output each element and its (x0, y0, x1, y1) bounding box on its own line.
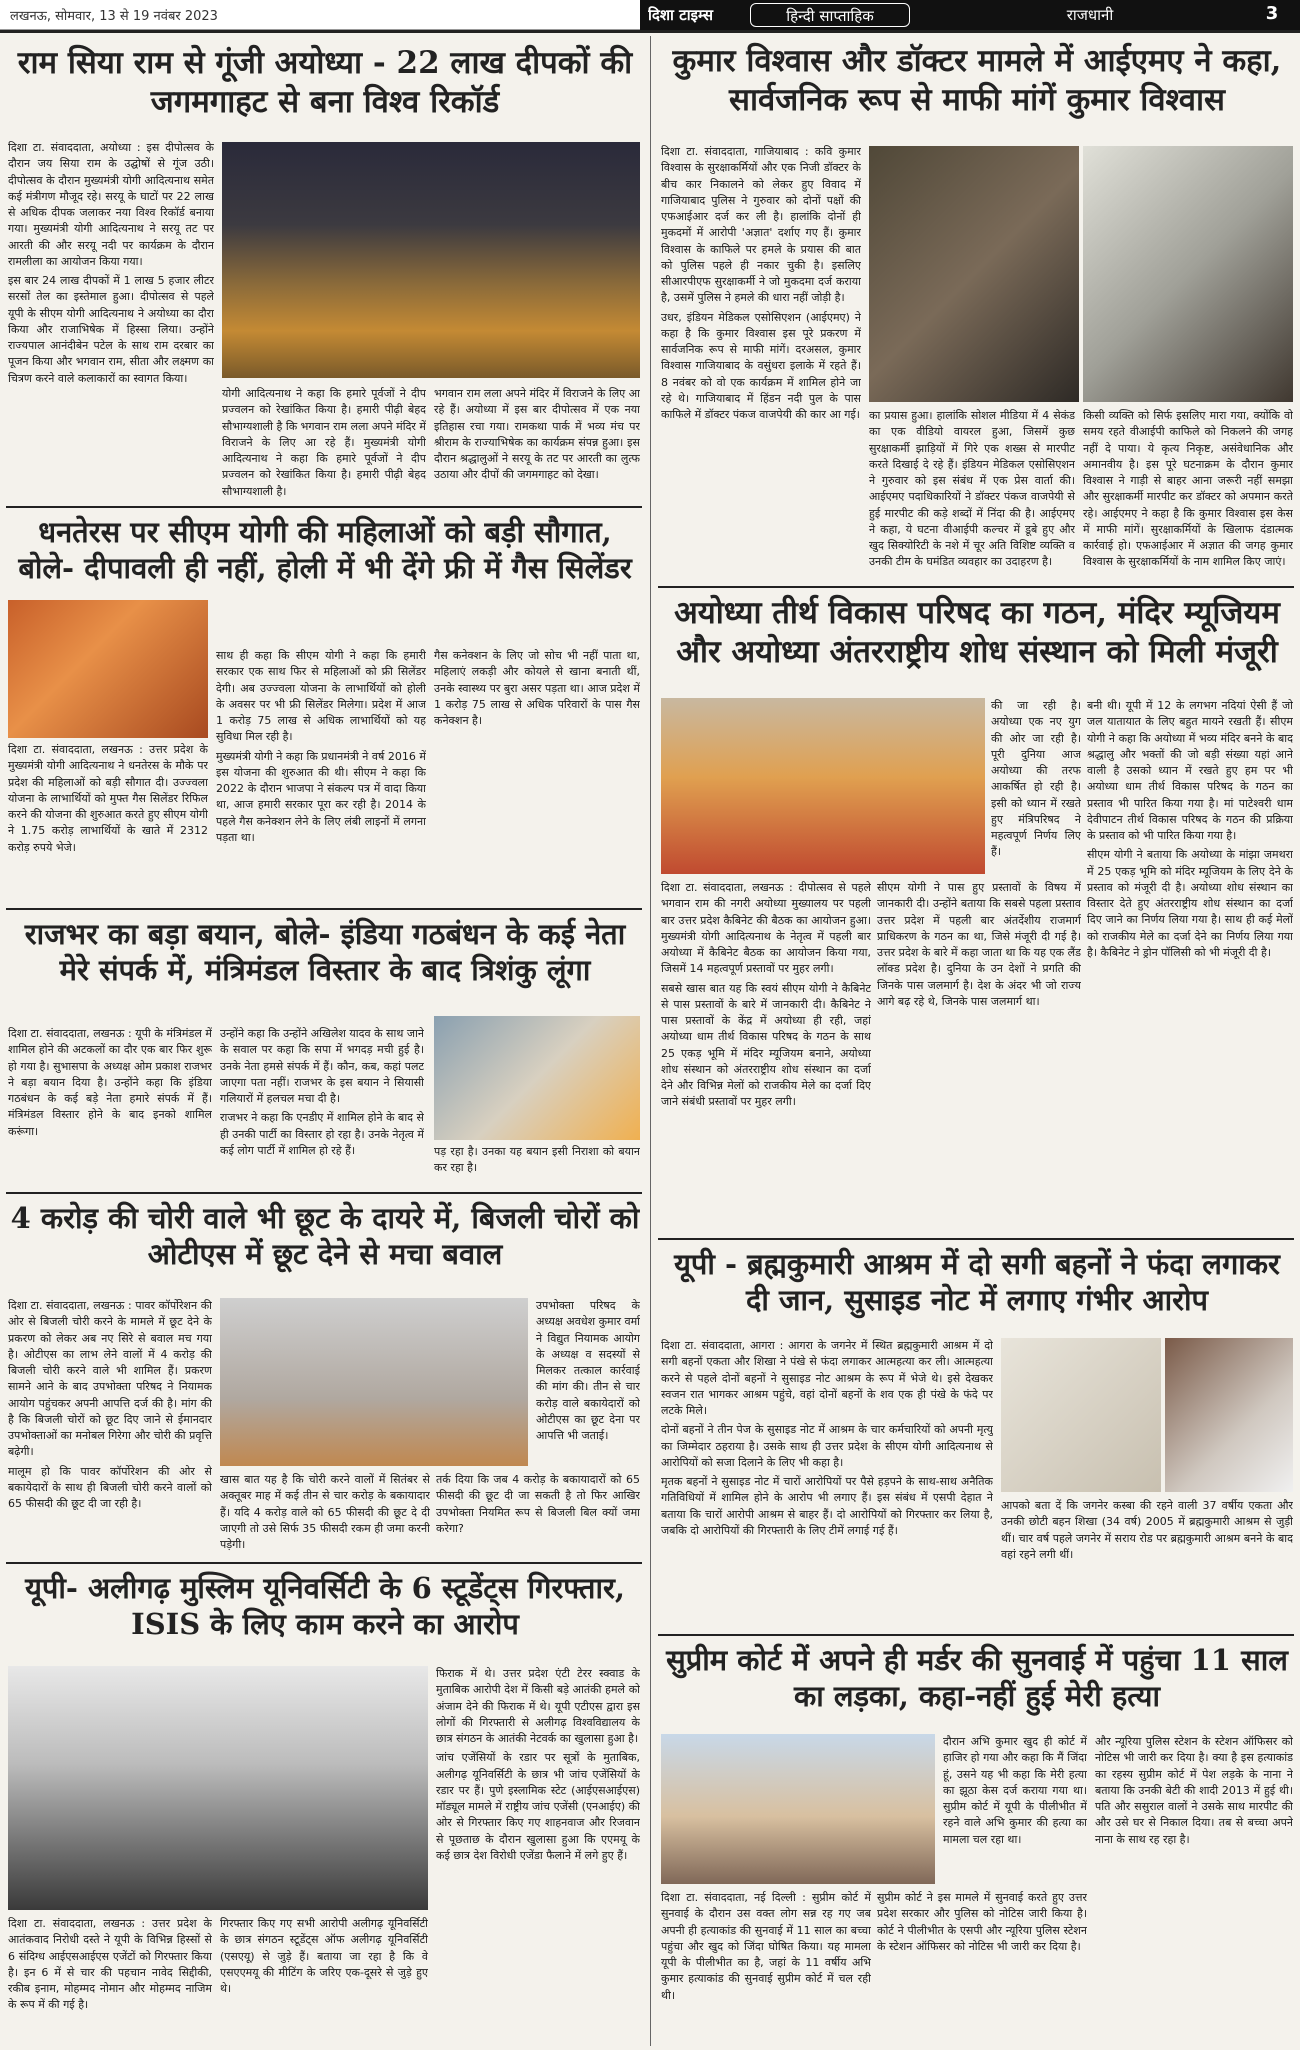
paragraph: मालूम हो कि पावर कॉर्पोरेशन की ओर से बकायेदारों के साथ ही बिजली चोरी करने वालों को 65 फीसदी की छूट दी जा रही है। (8, 1464, 212, 1511)
dateline: लखनऊ, सोमवार, 13 से 19 नवंबर 2023 (10, 9, 218, 24)
article-body (8, 1026, 212, 1186)
paragraph: मुख्यमंत्री योगी ने कहा कि प्रधानमंत्री ने वर्ष 2016 में इस योजना की शुरुआत की थी। सीएम ने कहा कि 2022 के दौरान भाजपा ने संकल्प पत्र में वादा किया था, आज हमारी सरकार पूरा कर रही है। 2014 के पहले गैस कनेक्शन लेने के लिए लंबी लाइनों में लगना पड़ता था। (216, 749, 426, 844)
section-rule (6, 1562, 642, 1564)
article-body (661, 880, 871, 1230)
article-body (1087, 698, 1293, 1230)
paragraph: दिशा टा. संवाददाता, लखनऊ : उत्तर प्रदेश के आतंकवाद निरोधी दस्ते ने यूपी के विभिन्न हिस्सों से 6 संदिग्ध आईएसआईएस एजेंटों को गिरफ्तार किया है। इन 6 में से चार की पहचान नावेद सिद्दीकी, रकीब इनाम, मोहम्मद नोमान और मोहम्मद नाजिम के रूप में की गई है। (8, 1917, 212, 2012)
article-body (8, 1916, 212, 2046)
article-body (222, 386, 426, 500)
article-body (220, 1916, 428, 2046)
headline: सुप्रीम कोर्ट में अपने ही मर्डर की सुनवाई में पहुंचा 11 साल का लड़का, कहा-नहीं हुई मेरी हत्या (666, 1643, 1288, 1714)
paragraph: सीएम योगी ने पास हुए प्रस्तावों के विषय में जानकारी दी। उन्होंने बताया कि सबसे पहला प्रस्ताव उत्तर प्रदेश में पहली बार अंतर्देशीय राजमार्ग प्राधिकरण के गठन का था, जिसे मंजूरी दी गई है। उत्तर प्रदेश के बारे में कहा जाता था कि यह एक लैंड लॉक्ड प्रदेश है। दुनिया के उन देशों ने प्रगति की जिनके पास जलमार्ग है। देश के अंदर भी जो राज्य आगे बढ़ रहे थे, जिनके पास जलमार्ग था। (877, 881, 1081, 1008)
supreme-court-photo (661, 1734, 935, 1884)
paragraph: दौरान अभि कुमार खुद ही कोर्ट में हाजिर हो गया और कहा कि मैं जिंदा हूं, उसने यह भी कहा कि मेरी हत्या का झूठा केस दर्ज कराया गया था। सुप्रीम कोर्ट में यूपी के पीलीभीत में रहने वाले अभि कुमार की हत्या का मामला चल रहा था। (943, 1735, 1087, 1846)
section-name: राजधानी (1066, 6, 1114, 24)
paragraph: पड़ रहा है। उनका यह बयान इसी निराशा को बयान कर रहा है। (434, 1145, 640, 1175)
paragraph: इस बार 24 लाख दीपकों में 1 लाख 5 हजार लीटर सरसों तेल का इस्तेमाल हुआ। दीपोत्सव से पहले यूपी के सीएम योगी आदित्यनाथ ने अयोध्या का दौरा किया और राजाभिषेक में हिस्सा लिया। उन्होंने राज्यपाल आनंदीबेन पटेल के साथ राम दरबार का पूजन किया और भगवान राम, सीता और लक्ष्मण का चित्रण करने वाले कलाकारों का स्वागत किया। (8, 274, 214, 385)
article-body (220, 1472, 430, 1556)
rajbhar-photo (434, 1016, 640, 1140)
paragraph: दोनों बहनों ने तीन पेज के सुसाइड नोट में आश्रम के चार कर्मचारियों को अपनी मृत्यु का जिम्मेदार ठहराया है। उसके साथ ही उत्तर प्रदेश के सीएम योगी आदित्यनाथ से आरोपियों को सजा दिलाने के लिए भी कहा है। (661, 1423, 993, 1469)
paragraph: उन्होंने कहा कि उन्होंने अखिलेश यादव के साथ जाने के सवाल पर कहा कि सपा में भगदड़ मची हुई है। उनके नेता हमसे संपर्क में हैं। कौन, कब, कहां पलट जाएगा पता नहीं। राजभर के इस बयान ने सियासी गलियारों में हलचल मचा दी है। (220, 1027, 424, 1106)
article-body (8, 1298, 212, 1556)
section-rule (6, 506, 642, 508)
article-body (220, 1026, 424, 1186)
headline: राजभर का बड़ा बयान, बोले- इंडिया गठबंधन के कई नेता मेरे संपर्क में, मंत्रिमंडल विस्तार के बाद त्रिशंकु लूंगा (24, 917, 626, 988)
masthead-bar (640, 0, 1300, 30)
paragraph: मृतक बहनों ने सुसाइड नोट में चारों आरोपियों पर पैसे हड़पने के साथ-साथ अनैतिक गतिविधियों में शामिल होने के आरोप भी लगाए हैं। इस संबंध में एसपी देहात ने बताया कि चारों आरोपी आश्रम से बाहर हैं। दो आरोपियों को गिरफ्तार कर लिया है, जबकि दो आरोपियों की गिरफ्तारी के लिए टीमें लगाई गई हैं। (661, 1475, 993, 1537)
article-body (436, 1666, 640, 2046)
paragraph: दिशा टा. संवाददाता, गाजियाबाद : कवि कुमार विश्वास के सुरक्षाकर्मियों और एक निजी डॉक्टर के बीच कार निकालने को लेकर हुए विवाद में गाजियाबाद पुलिस ने गुरुवार को दोनों पक्षों की एफआईआर दर्ज कर ली है। हालांकि दोनों ही मुकदमों में आरोपी 'अज्ञात' दर्शाए गए हैं। कुमार विश्वास के काफिले पर हमले के प्रयास की बात को पुलिस पहले ही नकार चुकी है। इसलिए सीआरपीएफ सुरक्षाकर्मी ने जो मुकदमा दर्ज कराया है, उसमें पुलिस ने हमले की धारा नहीं जोड़ी है। (661, 145, 861, 305)
headline: यूपी- अलीगढ़ मुस्लिम यूनिवर्सिटी के 6 स्टूडेंट्स गिरफ्तार, ISIS के लिए काम करने का आरोप (25, 1571, 625, 1642)
paragraph: भगवान राम लला अपने मंदिर में विराजने के लिए आ रहे हैं। अयोध्या में इस बार दीपोत्सव में एक नया इतिहास रचा गया। रामकथा पार्क में भव्य मंच पर श्रीराम के राज्याभिषेक का कार्यक्रम संपन्न हुआ। इस दौरान श्रद्धालुओं ने सरयू के तट पर आरती का लुत्फ उठाया और दीपों की जगमगाहट को देखा। (434, 387, 640, 482)
paragraph: फिराक में थे। उत्तर प्रदेश एंटी टेरर स्क्वाड के मुताबिक आरोपी देश में किसी बड़े आतंकी हमले को अंजाम देने की फिराक में थे। यूपी एटीएस द्वारा इस लोगों की गिरफ्तारी से अलीगढ़ विश्वविद्यालय के छात्र संगठन के आतंकी नेटवर्क का खुलासा हुआ है। (436, 1667, 640, 1746)
article-body (536, 1298, 640, 1466)
headline: कुमार विश्वास और डॉक्टर मामले में आईएमए ने कहा, सार्वजनिक रूप से माफी मांगें कुमार विश्वास (672, 43, 1282, 118)
amu-article (0, 1566, 645, 2050)
paragraph: उधर, इंडियन मेडिकल एसोसिएशन (आईएमए) ने कहा है कि कुमार विश्वास इस पूरे प्रकरण में सार्वजनिक रूप से माफी मांगें। दरअसल, कुमार विश्वास गाजियाबाद के वसुंधरा इलाके में रहते हैं। 8 नवंबर को वो एक कार्यक्रम में शामिल होने जा रहे थे। गाजियाबाद में हिंडन नदी पुल के पास काफिले में डॉक्टर पंकज वाजपेयी की कार आ गई। (661, 310, 861, 422)
paragraph: दिशा टा. संवाददाता, लखनऊ : यूपी के मंत्रिमंडल में शामिल होने की अटकलों का दौर एक बार फिर शुरू हो गया है। सुभासपा के अध्यक्ष ओम प्रकाश राजभर ने बड़ा बयान दिया है। उन्होंने कहा कि इंडिया गठबंधन के कई बड़े नेता हमारे संपर्क में हैं। मंत्रिमंडल विस्तार होने के बाद इनको शामिल करूंगा। (8, 1027, 212, 1138)
masthead-rule (0, 30, 1300, 33)
parishad-article (655, 590, 1300, 1234)
paragraph: सीएम योगी ने बताया कि अयोध्या के मांझा जमथरा में 25 एकड़ भूमि को मंदिर म्यूजियम के लिए देने के प्रस्ताव को मंजूरी दी है। अयोध्या शोध संस्थान का विस्तार देते हुए अंतरराष्ट्रीय शोध संस्थान का दर्जा दिए जाने का निर्णय लिया गया है। साथ ही कई मेलों को राजकीय मेले का दर्जा देने का निर्णय लिया गया है। कैबिनेट ने ड्रोन पॉलिसी को भी मंजूरी दी है। (1087, 848, 1293, 959)
paragraph: सुप्रीम कोर्ट ने इस मामले में सुनवाई करते हुए उत्तर प्रदेश सरकार और पुलिस को नोटिस जारी किया है। कोर्ट ने पीलीभीत के एसपी और न्यूरिया पुलिस स्टेशन के स्टेशन ऑफिसर को नोटिस भी जारी कर दिया है। (877, 1891, 1087, 1953)
paragraph: तर्क दिया कि जब 4 करोड़ के बकायादारों को 65 फीसदी की छूट दी जा सकती है तो फिर आखिर उपभोक्ता नियमित रूप से बिजली बिल क्यों जमा करेगा? (436, 1473, 640, 1535)
paragraph: की जा रही है। अयोध्या एक नए युग की ओर जा रही है। पूरी दुनिया आज अयोध्या की तरफ आकर्षित हो रही है। इसी को ध्यान में रखते हुए मंत्रिपरिषद ने महत्वपूर्ण निर्णय लिए हैं। (991, 699, 1081, 859)
kumar-article (655, 36, 1300, 584)
article-body (943, 1734, 1087, 1884)
section-rule (6, 1192, 642, 1194)
article-body (877, 880, 1081, 1230)
paragraph: दिशा टा. संवाददाता, लखनऊ : उत्तर प्रदेश के मुख्यमंत्री योगी आदित्यनाथ ने धनतेरस के मौके पर प्रदेश की महिलाओं को बड़ी सौगात दी। उज्ज्वला योजना के लाभार्थियों को मुफ्त गैस सिलेंडर रिफिल करने की योजना की शुरुआत करते हुए सीएम योगी ने 1.75 करोड़ लाभार्थियों के खाते में 2312 करोड़ रुपये भेजे। (8, 743, 208, 854)
cm-yogi-photo (8, 600, 208, 738)
article-body (877, 1890, 1087, 2046)
article-body (661, 1890, 871, 2046)
article-body (869, 408, 1075, 580)
paragraph: उपभोक्ता परिषद के अध्यक्ष अवधेश कुमार वर्मा ने विद्युत नियामक आयोग के अध्यक्ष व सदस्यों से मिलकर तत्काल कार्रवाई की मांग की। तीन से चार करोड़ वाले बकायेदारों को ओटीएस का छूट देना पर आपत्ति भी जताई। (536, 1299, 640, 1443)
article-body (1083, 408, 1293, 580)
headline: राम सिया राम से गूंजी अयोध्या - 22 लाख दीपकों की जगमगाहट से बना विश्व रिकॉर्ड (17, 45, 633, 120)
article-body (1095, 1734, 1293, 2046)
article-body (216, 648, 426, 902)
section-rule (6, 908, 642, 910)
paragraph: राजभर ने कहा कि एनडीए में शामिल होने के बाद से ही उनकी पार्टी का विस्तार हो रहा है। उनके नेतृत्व में कई लोग पार्टी में शामिल हो रहे हैं। (220, 1111, 424, 1157)
sisters-photo (1165, 1338, 1293, 1492)
article-body (991, 698, 1081, 874)
article-body (661, 144, 861, 580)
paragraph: योगी आदित्यनाथ ने कहा कि हमारे पूर्वजों ने दीप प्रज्वलन को रेखांकित किया है। हमारी पीढ़ी बेहद सौभाग्यशाली है कि भगवान राम लला अपने मंदिर में विराजने के लिए आ रहे हैं। मुख्यमंत्री योगी आदित्यनाथ ने कहा कि हमारे पूर्वजों ने दीप प्रज्वलन को रेखांकित किया है। हमारी पीढ़ी बेहद सौभाग्यशाली है। (222, 387, 426, 498)
bijli-article (0, 1196, 645, 1560)
paragraph: दिशा टा. संवाददाता, आगरा : आगरा के जगनेर में स्थित ब्रह्मकुमारी आश्रम में दो सगी बहनों एकता और शिखा ने पंखे से फंदा लगाकर आत्महत्या कर ली। आत्महत्या करने से पहले दोनों बहनों ने सुसाइड नोट आश्रम के रूप में भेजे थे। इसे देखकर स्वजन रात भागकर आश्रम पहुंचे, वहां दोनों बहनों के शव एक ही पंखे के फंदे पर लटके मिले। (661, 1339, 993, 1418)
headline: धनतेरस पर सीएम योगी की महिलाओं को बड़ी सौगात, बोले- दीपावली ही नहीं, होली में भी देंगे फ्री में गैस सिलेंडर (18, 515, 632, 586)
paragraph: जांच एजेंसियों के रडार पर सूत्रों के मुताबिक, अलीगढ़ यूनिवर्सिटी के छात्र भी जांच एजेंसियों के रडार पर हैं। पुणे इस्लामिक स्टेट (आईएसआईएस) मॉड्यूल मामले में राष्ट्रीय जांच एजेंसी (एनआईए) की ओर से गिरफ्तार किए गए शाहनवाज और रिजवान से पूछताछ के दौरान खुलासा हुआ कि एएमयू के कई छात्र देश विरोधी एजेंडा फैलाने में लगे हुए हैं। (436, 1751, 640, 1862)
paragraph: और न्यूरिया पुलिस स्टेशन के स्टेशन ऑफिसर को नोटिस भी जारी कर दिया है। क्या है इस हत्याकांड का रहस्य सुप्रीम कोर्ट में पेश लड़के के नाना ने बताया कि उनकी बेटी की शादी 2013 में हुई थी। पति और ससुराल वालों ने उसके साथ मारपीट की और उसे घर से निकाल दिया। तब से बच्चा अपने नाना के साथ रह रहा है। (1095, 1735, 1293, 1846)
paragraph: दिशा टा. संवाददाता, लखनऊ : पावर कॉर्पोरेशन की ओर से बिजली चोरी करने के मामले में छूट देने के प्रकरण को लेकर अब नए सिरे से बवाल मच गया है। ओटीएस का लाभ लेने वालों में 4 करोड़ की बिजली चोरी करने वाले भी शामिल हैं। प्रकरण सामने आने के बाद उपभोक्ता परिषद ने नियामक आयोग पहुंचकर अपनी आपत्ति दर्ज की है। मांग की है कि बिजली चोरों को छूट दिए जाने से ईमानदार उपभोक्ताओं का मनोबल गिरेगा और चोरी की प्रवृत्ति बढ़ेगी। (8, 1299, 212, 1459)
section-rule (658, 586, 1294, 588)
cabinet-meeting-photo (661, 698, 985, 874)
paragraph: बनी थी। यूपी में 12 के लगभग नदियां ऐसी हैं जो जल यातायात के लिए बहुत मायने रखती हैं। सीएम योगी ने कहा कि अयोध्या में भव्य मंदिर बनने के बाद श्रद्धालु और भक्तों की जो बड़ी संख्या यहां आने वाली है उसको ध्यान में रखते हुए हम पर भी अयोध्या धाम तीर्थ विकास परिषद के गठन का प्रस्ताव भी पारित किया गया है। मां पाटेश्वरी धाम देवीपाटन तीर्थ विकास परिषद के गठन की प्रक्रिया के प्रस्ताव को भी पारित किया गया है। (1087, 699, 1293, 843)
article-body (434, 648, 640, 902)
arrested-students-photo (8, 1666, 428, 1910)
diyas-photo (222, 142, 640, 378)
headline: यूपी - ब्रह्मकुमारी आश्रम में दो सगी बहनों ने फंदा लगाकर दी जान, सुसाइड नोट में लगाए गंभीर आरोप (674, 1247, 1280, 1318)
paragraph: गैस कनेक्शन के लिए जो सोच भी नहीं पाता था, महिलाएं लकड़ी और कोयले से खाना बनाती थीं, उनके स्वास्थ्य पर बुरा असर पड़ता था। आज प्रदेश में 1 करोड़ 75 लाख से अधिक परिवारों के पास गैस कनेक्शन है। (434, 649, 640, 728)
power-lines-photo (220, 1298, 528, 1466)
paragraph: खास बात यह है कि चोरी करने वालों में सितंबर से अक्तूबर माह में कई तीन से चार करोड़ के बकायादार हैं। यदि 4 करोड़ वाले को 65 फीसदी की छूट दे दी जाएगी तो उसे सिर्फ 35 फीसदी रकम ही जमा करनी पड़ेगी। (220, 1473, 430, 1552)
section-rule (658, 1238, 1294, 1240)
brahmakumari-article (655, 1242, 1300, 1630)
paragraph: किसी व्यक्ति को सिर्फ इसलिए मारा गया, क्योंकि वो समय रहते वीआईपी काफिले को निकलने की जगह नहीं दे पाया। ये कृत्य निकृष्ट, असंवेधानिक और अमानवीय है। इस पूरे घटनाक्रम के दौरान कुमार विश्वास ने गाड़ी से बाहर आना जरूरी नहीं समझा और सुरक्षाकर्मी मारपीट कर डॉक्टर को अपमान करते रहे। आईएमए ने कहा है कि कुमार विश्वास इस केस में माफी मांगें। सुरक्षाकर्मियों के खिलाफ दंडात्मक कार्रवाई हो। एफआईआर में अज्ञात की जगह कुमार विश्वास के सुरक्षाकर्मियों के नाम शामिल किए जाएं। (1083, 409, 1293, 569)
article-body (8, 742, 208, 902)
paragraph: का प्रयास हुआ। हालांकि सोशल मीडिया में 4 सेकंड का एक वीडियो वायरल हुआ, जिसमें कुछ सुरक्षाकर्मी झाड़ियों में गिरे एक शख्स से मारपीट करते दिखाई दे रहे हैं। इंडियन मेडिकल एसोसिएशन ने गुरुवार को इस संबंध में एक प्रेस वार्ता की। आईएमए पदाधिकारियों ने डॉक्टर पंकज वाजपेयी से हुई मारपीट की कड़े शब्दों में निंदा की है। आईएमए ने कहा, ये घटना वीआईपी कल्चर में डूबे हुए और खुद सिक्योरिटी के नशे में चूर अति विशिष्ट व्यक्ति व उनकी टीम के घमंडित व्यवहार का उदाहरण है। (869, 409, 1075, 569)
dhanteras-article (0, 510, 645, 906)
page-number: 3 (1265, 3, 1279, 24)
doctor-photo (1083, 146, 1293, 402)
suicide-note-photo (1001, 1338, 1161, 1492)
paragraph: दिशा टा. संवाददाता, नई दिल्ली : सुप्रीम कोर्ट में सुनवाई के दौरान उस वक्त लोग सन्न रह गए जब अपनी ही हत्याकांड की सुनवाई में 11 साल का बच्चा पहुंचा और खुद को जिंदा घोषित किया। यह मामला यूपी के पीलीभीत का है, जहां के 11 वर्षीय अभि कुमार हत्याकांड की सुनवाई सुप्रीम कोर्ट में चल रही थी। (661, 1891, 871, 2002)
paper-name: दिशा टाइम्स (648, 6, 713, 24)
article-body (434, 386, 640, 500)
article-body (8, 140, 214, 500)
ayodhya-article (0, 36, 645, 506)
article-body (436, 1472, 640, 1556)
paragraph: गिरफ्तार किए गए सभी आरोपी अलीगढ़ यूनिवर्सिटी के छात्र संगठन स्टूडेंट्स ऑफ अलीगढ़ यूनिवर्सिटी (एसएयू) से जुड़े हैं। बताया जा रहा है कि वे एसएएमयू की मीटिंग के जरिए एक-दूसरे से जुड़े हुए थे। (220, 1917, 428, 1996)
paragraph: सबसे खास बात यह कि स्वयं सीएम योगी ने कैबिनेट से पास प्रस्तावों के बारे में जानकारी दी। कैबिनेट ने पास प्रस्तावों के केंद्र में अयोध्या ही रही, जहां अयोध्या धाम तीर्थ विकास परिषद के गठन के साथ 25 एकड़ भूमि में मंदिर म्यूजियम बनाने, अयोध्या शोध संस्थान को अंतरराष्ट्रीय शोध संस्थान का दर्जा देने और विभिन्न मेलों को राजकीय मेले का दर्जा दिए जाने संबंधी प्रस्तावों पर मुहर लगी। (661, 981, 871, 1109)
supreme-court-article (655, 1638, 1300, 2050)
paragraph: आपको बता दें कि जगनेर कस्बा की रहने वाली 37 वर्षीय एकता और उनकी छोटी बहन शिखा (34 वर्ष) 2005 में ब्रह्मकुमारी आश्रम से जुड़ी थीं। चार वर्ष पहले जगनेर में सराय रोड पर ब्रह्मकुमारी आश्रम बनने के बाद वहां रहने लगी थीं। (1001, 1499, 1293, 1561)
article-body (1001, 1498, 1293, 1628)
paragraph: दिशा टा. संवाददाता, अयोध्या : इस दीपोत्सव के दौरान जय सिया राम के उद्घोषों से गूंज उठी। दीपोत्सव के दौरान मुख्यमंत्री योगी आदित्यनाथ समेत कई मंत्रीगण मौजूद रहे। सरयू के घाटों पर 22 लाख से अधिक दीपक जलाकर नया विश्व रिकॉर्ड बनाया गया। मुख्यमंत्री योगी आदित्यनाथ ने सरयू तट पर आरती की और सरयू नदी पर कार्यक्रम के दौरान रामलीला का आयोजन किया गया। (8, 141, 214, 268)
kumar-vishwas-photo (869, 146, 1079, 402)
rajbhar-article (0, 912, 645, 1190)
article-body (434, 1144, 640, 1186)
headline: 4 करोड़ की चोरी वाले भी छूट के दायरे में, बिजली चोरों को ओटीएस में छूट देने से मचा बवाल (10, 1201, 640, 1272)
article-body (661, 1338, 993, 1628)
paragraph: साथ ही कहा कि सीएम योगी ने कहा कि हमारी सरकार एक साथ फिर से महिलाओं को फ्री सिलेंडर देगी। अब उज्ज्वला योजना के लाभार्थियों को होली के अवसर पर भी फ्री सिलेंडर मिलेगा। प्रदेश में आज 1 करोड़ 75 लाख से अधिक लाभार्थियों को यह सुविधा मिल रही है। (216, 649, 426, 744)
column-divider (650, 36, 651, 2046)
masthead-left-strip (0, 0, 640, 30)
edition-type: हिन्दी साप्ताहिक (750, 3, 910, 27)
headline: अयोध्या तीर्थ विकास परिषद का गठन, मंदिर म्यूजियम और अयोध्या अंतरराष्ट्रीय शोध संस्थान को मिली मंजूरी (674, 595, 1280, 670)
paragraph: दिशा टा. संवाददाता, लखनऊ : दीपोत्सव से पहले भगवान राम की नगरी अयोध्या मुख्यालय पर पहली बार उत्तर प्रदेश कैबिनेट की बैठक का आयोजन हुआ। मुख्यमंत्री योगी आदित्यनाथ के नेतृत्व में पहली बार अयोध्या में कैबिनेट बैठक का आयोजन किया गया, जिसमें 14 महत्वपूर्ण प्रस्तावों पर मुहर लगी। (661, 881, 871, 976)
section-rule (658, 1634, 1294, 1636)
